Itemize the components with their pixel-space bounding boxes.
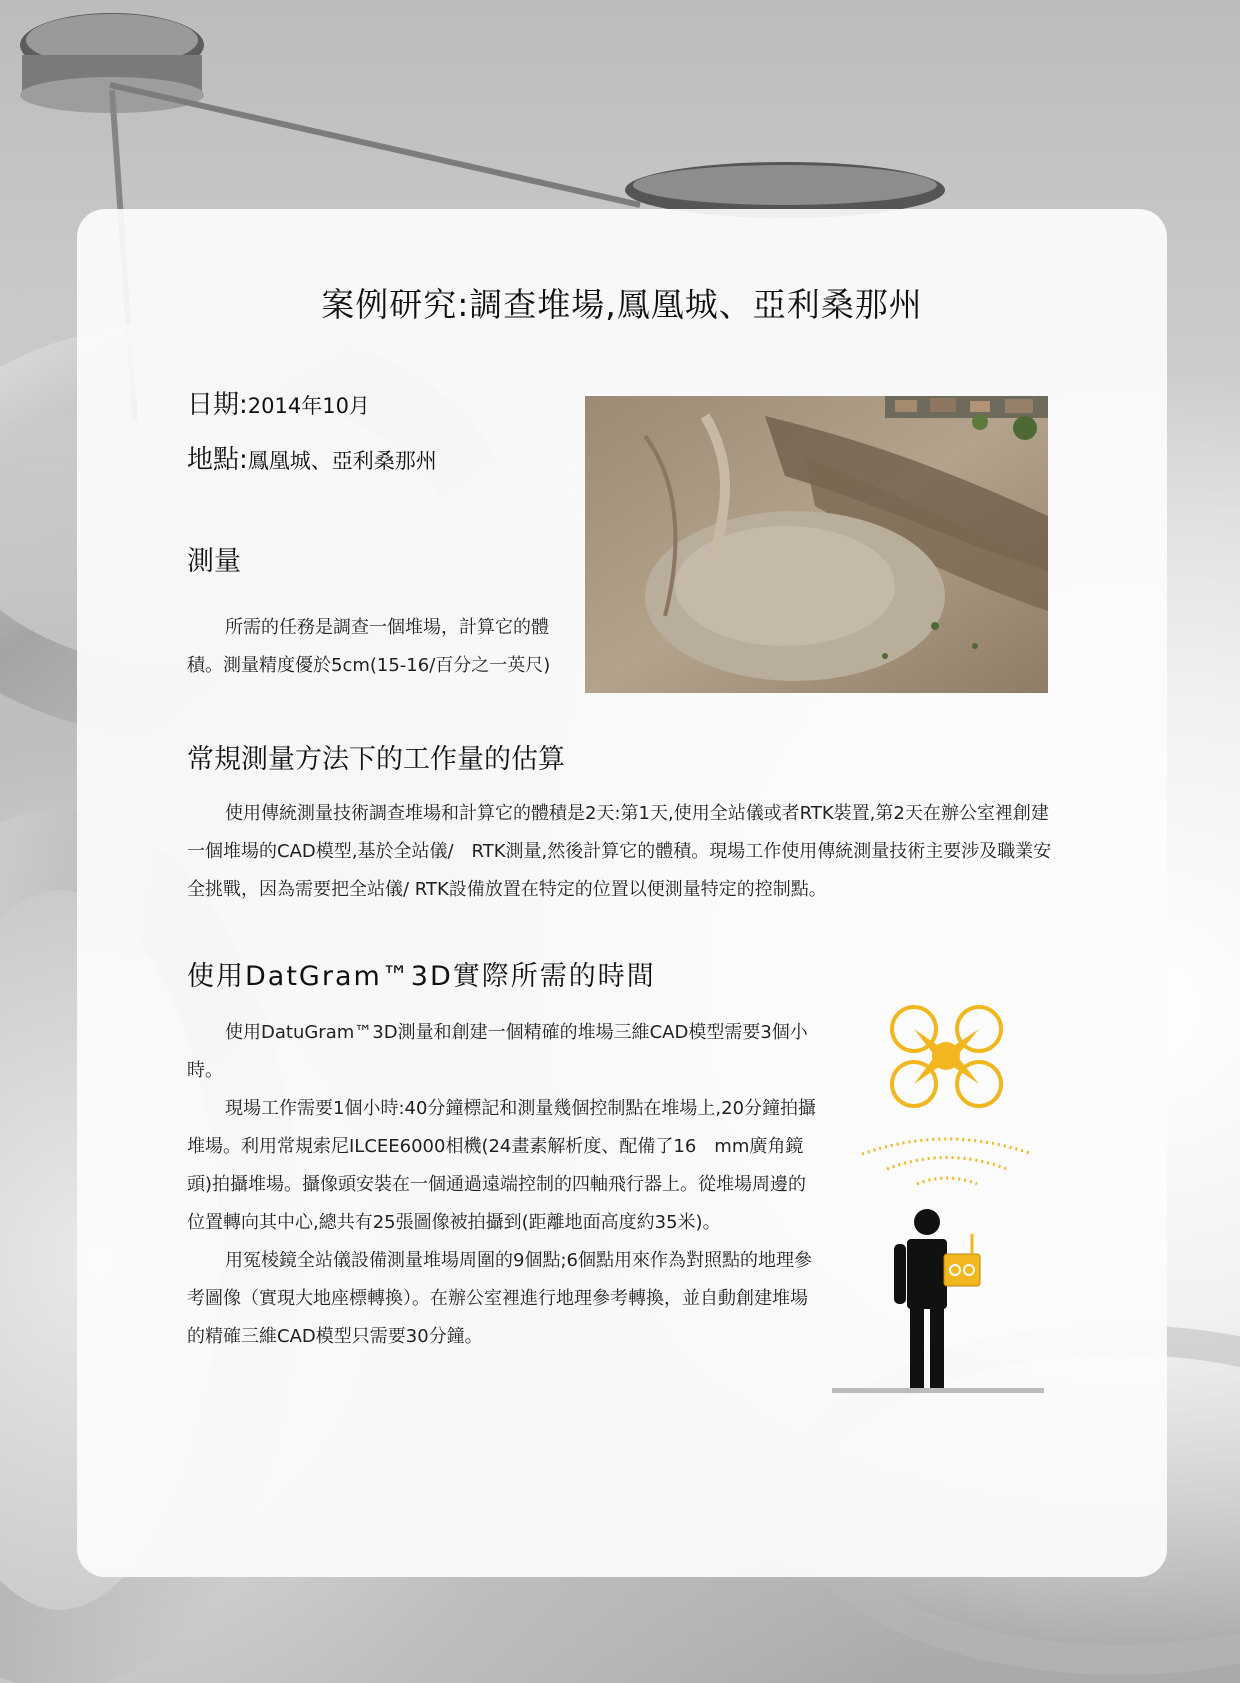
content-card	[77, 209, 1167, 1577]
drone-operator-icon	[894, 1209, 980, 1388]
section-text-survey	[187, 609, 577, 685]
page-title: 案例研究:調查堆場,鳳凰城、亞利桑那州	[321, 285, 923, 324]
date-line	[187, 384, 370, 421]
paragraph: 所需的任務是調查一個堆場，計算它的體積。測量精度優於5cm(15-16/百分之一英尺)	[187, 617, 551, 676]
section-text-datugram	[187, 1014, 819, 1356]
drone-illustration	[832, 1004, 1082, 1544]
section-heading-datugram: 使用DatGram™3D實際所需的時間	[187, 961, 656, 992]
location-value: 鳳凰城、亞利桑那州	[247, 449, 437, 473]
paragraph: 用冤棱鏡全站儀設備測量堆場周圍的9個點;6個點用來作為對照點的地理參考圖像（實現大地座標轉換）。在辦公室裡進行地理參考轉換，並自動創建堆場的精確三維CAD模型只需要30分鐘。	[187, 1250, 812, 1347]
location-label: 地點:	[187, 445, 248, 475]
paragraph: 使用DatuGram™3D測量和創建一個精確的堆場三維CAD模型需要3個小時。	[187, 1022, 808, 1081]
section-heading-conventional: 常規測量方法下的工作量的估算	[187, 744, 565, 775]
signal-waves-icon	[862, 1139, 1032, 1184]
section-text-conventional	[187, 795, 1062, 909]
stockpile-aerial-photo	[585, 396, 1048, 693]
paragraph: 使用傳統測量技術調查堆場和計算它的體積是2天:第1天,使用全站儀或者RTK裝置,第2天在辦公室裡創建一個堆場的CAD模型,基於全站儀/ RTK測量,然後計算它的體積。現場工作使用傳統測量技術主要涉及職業安全挑戰，因為需要把全站儀/ RTK設備放置在特定的位置以便測量特定的控制點。	[187, 803, 1052, 900]
location-line	[187, 439, 437, 476]
ground-line	[832, 1388, 1044, 1393]
date-label: 日期:	[187, 390, 248, 420]
quadcopter-drone-icon	[892, 1007, 1001, 1106]
paragraph: 現場工作需要1個小時:40分鐘標記和測量幾個控制點在堆場上,20分鐘拍攝堆場。利用常規索尼ILCEE6000相機(24畫素解析度、配備了16 mm廣角鏡頭)拍攝堆場。攝像頭安裝在一個通過遠端控制的四軸飛行器上。從堆場周邊的位置轉向其中心,總共有25張圖像被拍攝到(距離地面高度約35米)。	[187, 1098, 817, 1233]
date-value: 2014年10月	[247, 394, 370, 418]
section-heading-survey: 測量	[187, 546, 241, 577]
